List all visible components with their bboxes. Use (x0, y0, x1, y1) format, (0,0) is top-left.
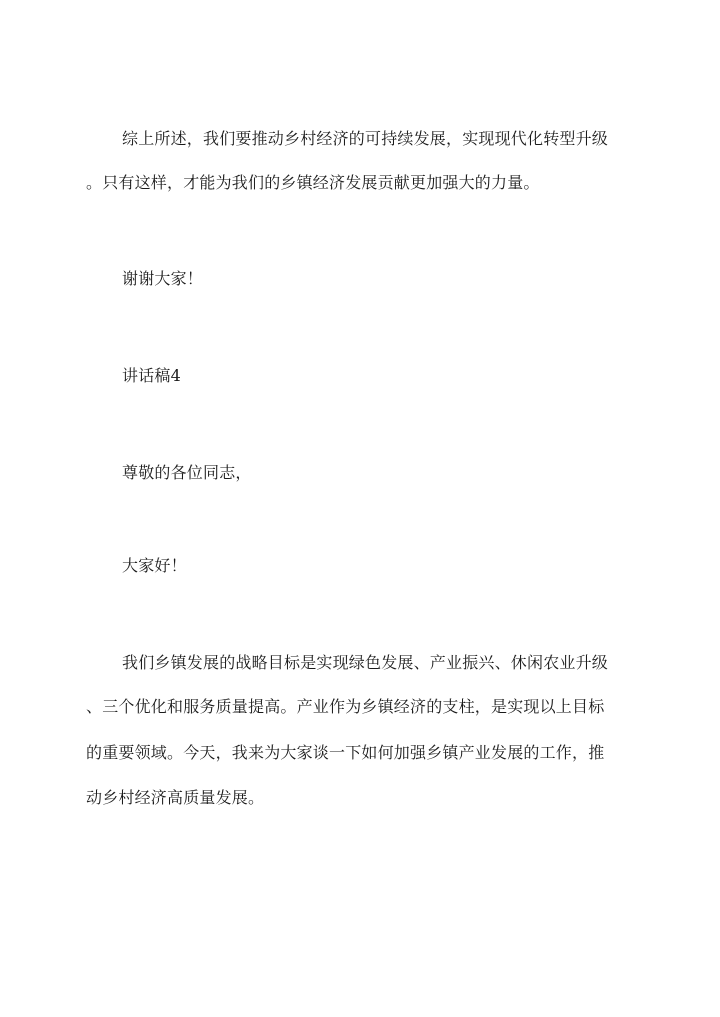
paragraph-2-line-4: 动乡村经济高质量发展。 (86, 788, 265, 807)
thanks-line: 谢谢大家！ (122, 269, 204, 288)
paragraph-1-line-1: 综上所述，我们要推动乡村经济的可持续发展，实现现代化转型升级 (122, 129, 609, 148)
speech-title: 讲话稿4 (122, 366, 181, 385)
paragraph-2-line-2: 、三个优化和服务质量提高。产业作为乡镇经济的支柱，是实现以上目标 (86, 697, 605, 716)
paragraph-1-line-2: 。只有这样，才能为我们的乡镇经济发展贡献更加强大的力量。 (86, 173, 540, 192)
greeting-line: 大家好！ (122, 556, 187, 575)
salutation-line: 尊敬的各位同志， (122, 463, 252, 482)
paragraph-2-line-3: 的重要领域。今天，我来为大家谈一下如何加强乡镇产业发展的工作，推 (86, 743, 605, 762)
paragraph-2-line-1: 我们乡镇发展的战略目标是实现绿色发展、产业振兴、休闲农业升级 (122, 653, 609, 672)
